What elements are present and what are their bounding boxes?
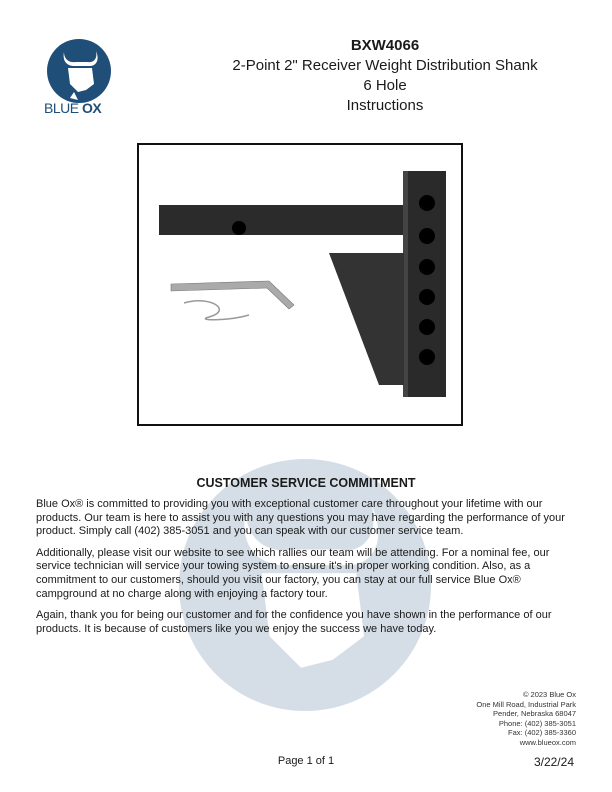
product-photo xyxy=(137,143,463,426)
paragraph: Again, thank you for being our customer and for the confidence you have shown in the performance of our products. It is because of customers like you we enjoy the success we have today. xyxy=(36,609,552,635)
blue-ox-logo xyxy=(46,38,112,104)
copyright: © 2023 Blue Ox xyxy=(522,690,576,699)
paragraph: Additionally, please visit our website to see which rallies our team will be attending. For a nominal fee, our service technician will service your towing system to ensure it's in proper working condition. Also, as a commitment to our customers, should you visit our factory, you can stay at our full service Blue Ox® campground at no charge along with enjoying a factory tour. xyxy=(36,546,550,600)
document-title xyxy=(190,36,580,116)
paragraph: Blue Ox® is committed to providing you with exceptional customer care throughout your lifetime with our products. Our team is here to assist you with any questions you may have regarding the performance of your product. Simply call (402) 385-3051 and you can speak with our customer service team. xyxy=(36,498,565,538)
city: Pender, Nebraska 68047 xyxy=(493,709,576,718)
company-address xyxy=(476,690,576,747)
street: One Mill Road, Industrial Park xyxy=(476,699,576,709)
document-date: 3/22/24 xyxy=(533,755,574,769)
product-code: BXW4066 xyxy=(350,37,420,54)
product-name: 2-Point 2" Receiver Weight Distribution Shank xyxy=(232,57,538,74)
product-variant: 6 Hole xyxy=(363,77,407,94)
page-number: Page 1 of 1 xyxy=(277,755,335,767)
section-heading: CUSTOMER SERVICE COMMITMENT xyxy=(196,476,416,490)
logo-wordmark: BLUE OX xyxy=(44,100,102,116)
fax: Fax: (402) 385-3360 xyxy=(508,728,576,737)
website: www.blueox.com xyxy=(519,737,576,747)
section-body xyxy=(36,498,581,644)
phone: Phone: (402) 385-3051 xyxy=(498,718,576,728)
document-type: Instructions xyxy=(346,97,424,114)
